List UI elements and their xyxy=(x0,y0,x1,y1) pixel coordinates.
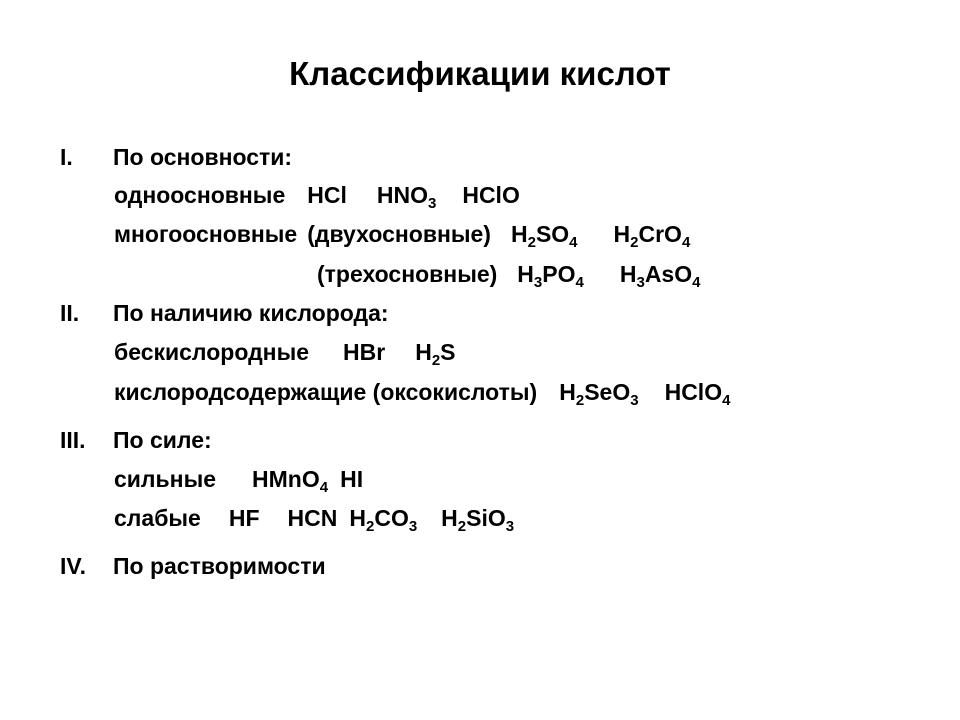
classification-row xyxy=(114,180,520,210)
section-heading xyxy=(60,425,212,455)
section-title: По наличию кислорода: xyxy=(113,300,389,326)
formula: HClO$_4$ xyxy=(664,379,731,409)
formula: HF xyxy=(228,505,260,531)
row-label: одноосновные xyxy=(114,182,286,208)
classification-row xyxy=(114,219,690,249)
section-heading xyxy=(60,298,389,328)
formula: $H_2SO_4$ xyxy=(510,221,578,251)
section-numeral: II. xyxy=(60,300,80,326)
formula: HBr xyxy=(343,339,386,365)
section-numeral: I. xyxy=(60,144,73,170)
row-sublabel: (двухосновные) xyxy=(307,221,491,247)
formula: HI xyxy=(340,466,364,492)
row-label: слабые xyxy=(114,505,201,531)
section-title: По растворимости xyxy=(113,553,326,579)
section-title: По силе: xyxy=(113,427,212,453)
section-heading xyxy=(60,142,292,172)
classification-row xyxy=(114,337,456,367)
section-title: По основности: xyxy=(113,144,293,170)
row-label: кислородсодержащие (оксокислоты) xyxy=(114,379,538,405)
formula: HClO xyxy=(462,182,520,208)
classification-row xyxy=(317,259,700,289)
classification-row xyxy=(114,377,730,407)
slide-title: Классификации кислот xyxy=(289,55,671,92)
formula: $H_3PO_4$ xyxy=(517,261,584,291)
classification-row xyxy=(114,503,514,533)
row-sublabel: (трехосновные) xyxy=(317,261,498,287)
row-label: многоосновные xyxy=(114,221,298,247)
classification-row xyxy=(114,464,363,494)
formula: $H_2SeO_3$ xyxy=(559,379,639,409)
section-numeral: III. xyxy=(60,427,86,453)
formula: HCl xyxy=(307,182,347,208)
row-label: бескислородные xyxy=(114,339,310,365)
formula: $H_3AsO_4$ xyxy=(619,261,701,291)
formula: $HNO_3$ xyxy=(376,182,437,212)
formula: $H_2CO_3$ xyxy=(349,505,418,535)
formula: HMnO$_4$ xyxy=(252,466,329,496)
formula: $H_2SiO_3$ xyxy=(441,505,515,535)
section-numeral: IV. xyxy=(60,553,87,579)
formula: HCN xyxy=(287,505,338,531)
formula: $H_2CrO_4$ xyxy=(613,221,691,251)
formula: $H_2S$ xyxy=(415,339,456,369)
row-label: сильные xyxy=(114,466,217,492)
section-heading xyxy=(60,551,326,581)
